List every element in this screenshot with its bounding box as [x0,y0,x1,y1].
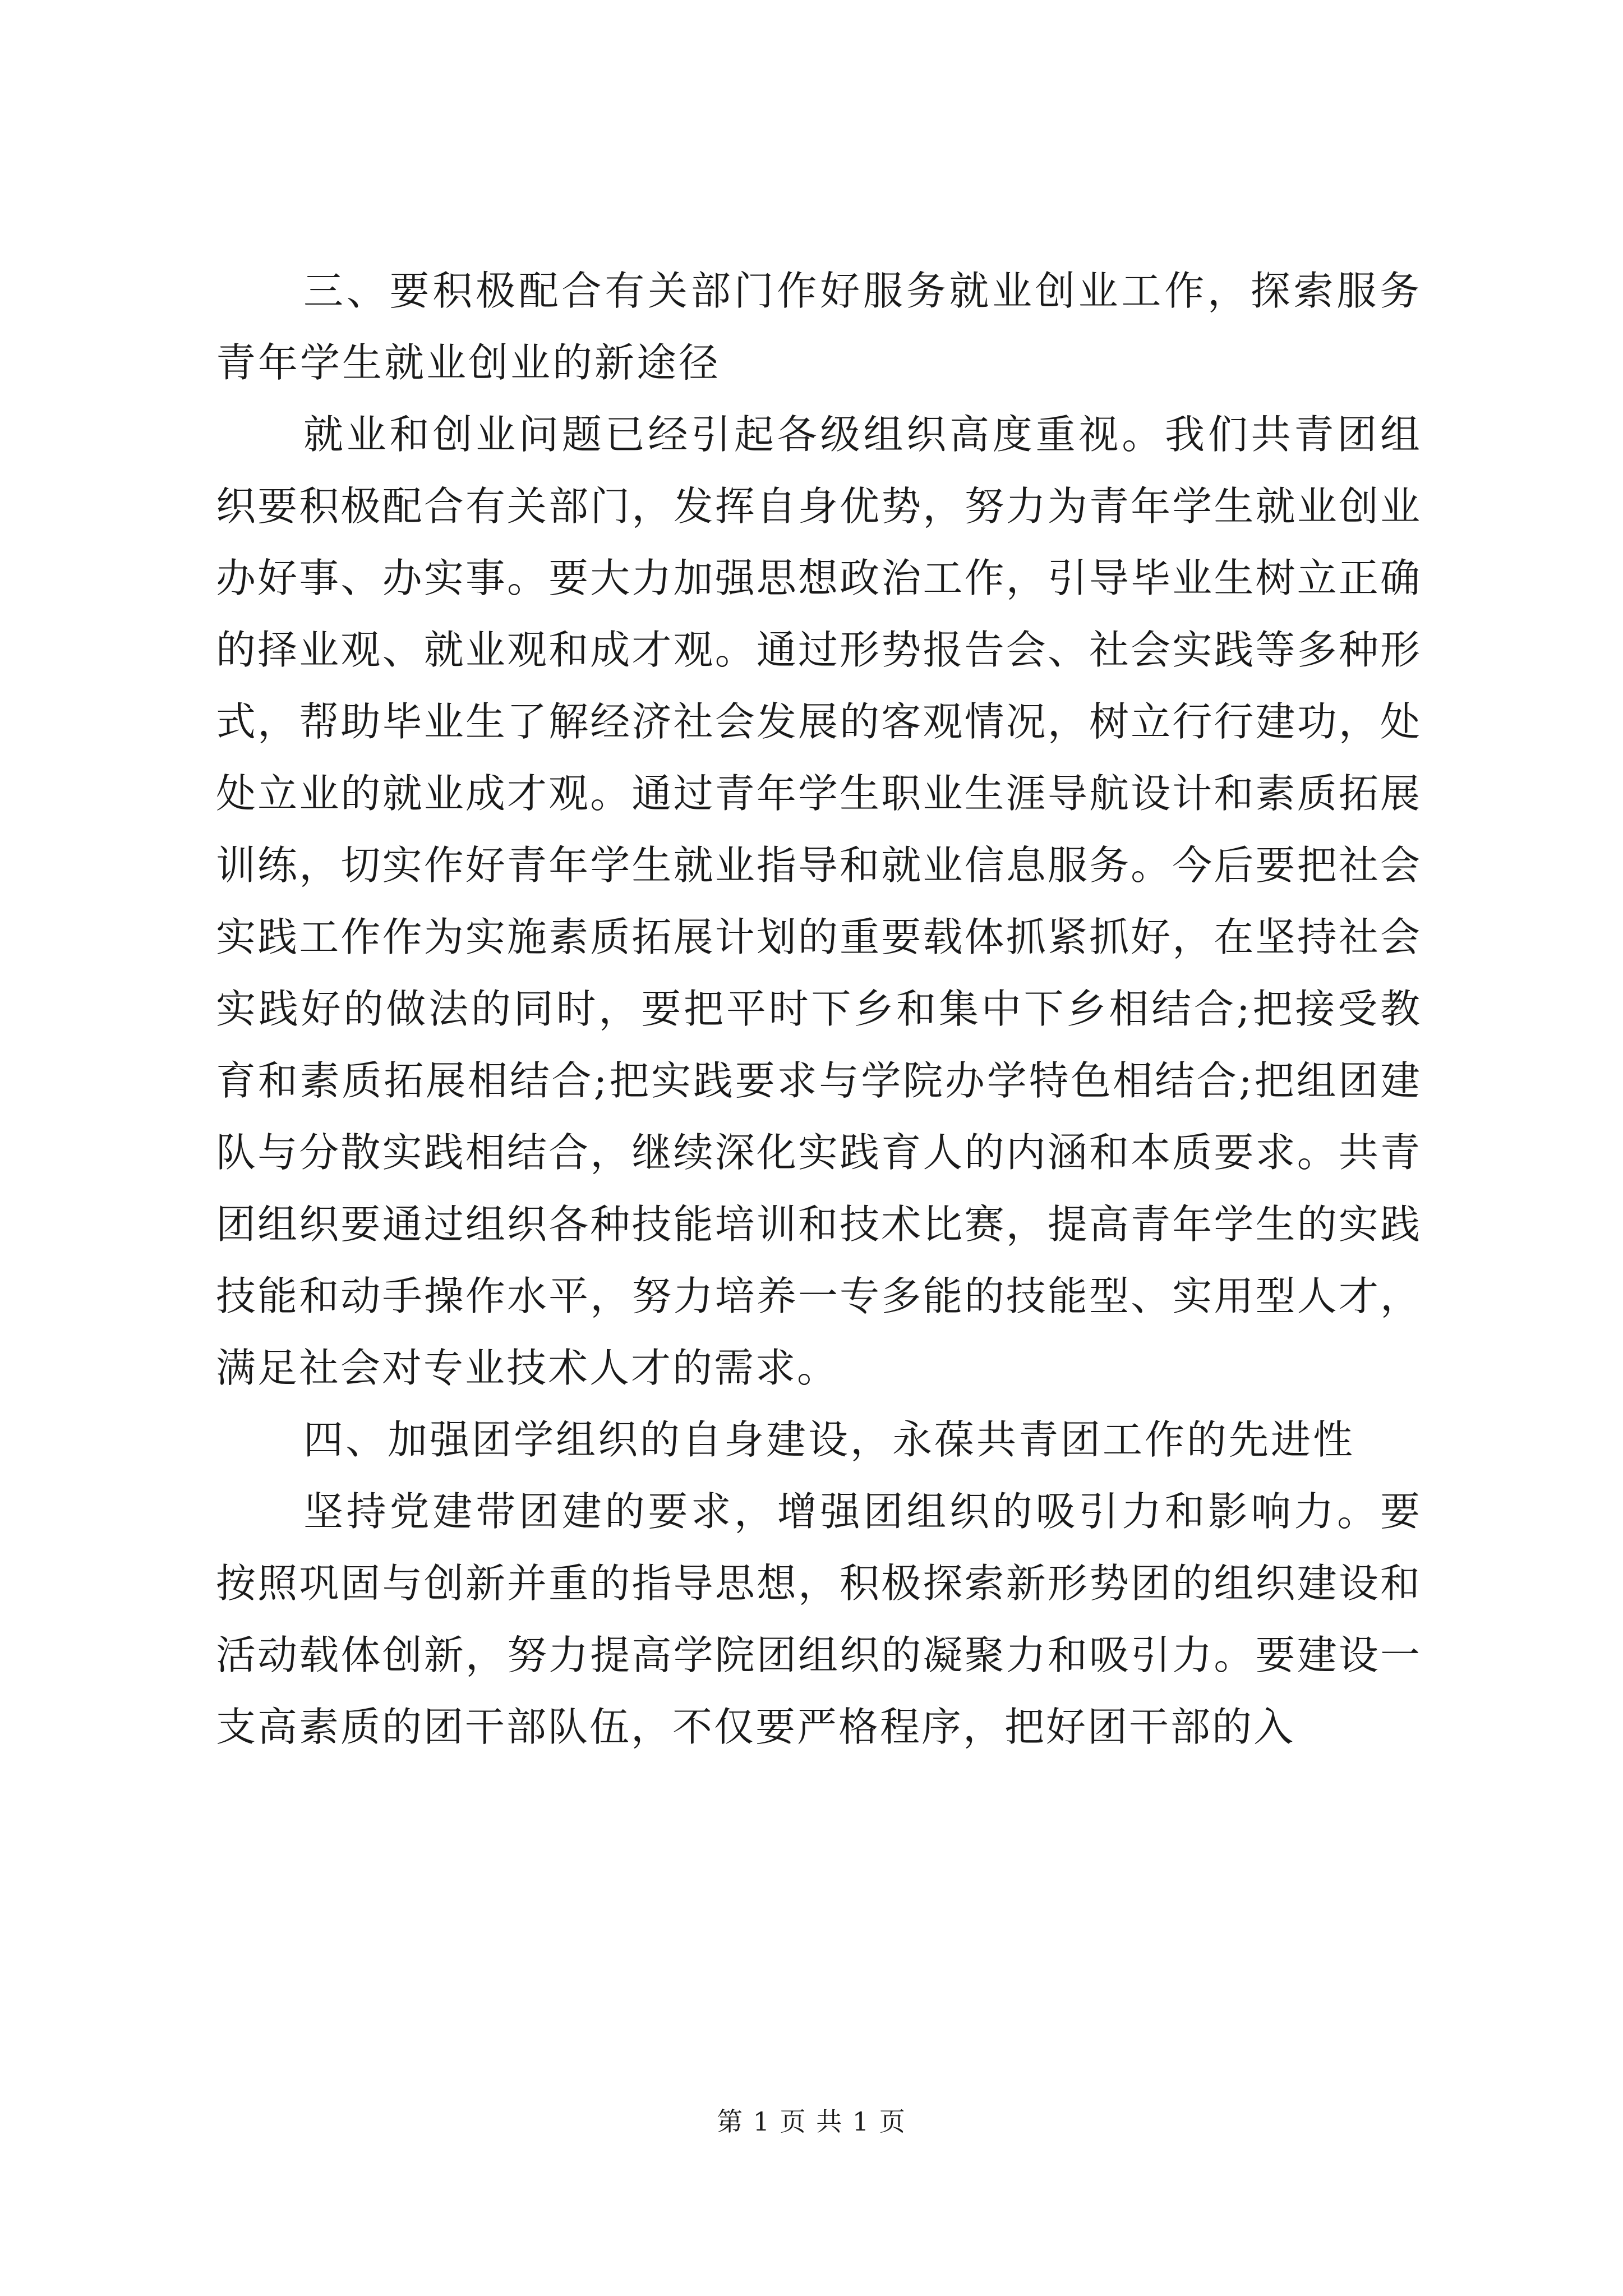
page-footer: 第 1 页 共 1 页 [717,2106,906,2137]
body-paragraph-2: 坚持党建带团建的要求，增强团组织的吸引力和影响力。要按照巩固与创新并重的指导思想，积极探索新形势团的组织建设和活动载体创新，努力提高学院团组织的凝聚力和吸引力。要建设一支高素质的团干部队伍，不仅要严格程序，把好团干部的入 [216,1488,1422,1750]
section-heading-4: 四、加强团学组织的自身建设，永葆共青团工作的先进性 [303,1416,1355,1463]
body-paragraph-1: 就业和创业问题已经引起各级组织高度重视。我们共青团组织要积极配合有关部门，发挥自身优势，努力为青年学生就业创业办好事、办实事。要大力加强思想政治工作，引导毕业生树立正确的择业观、就业观和成才观。通过形势报告会、社会实践等多种形式，帮助毕业生了解经济社会发展的客观情况，树立行行建功，处处立业的就业成才观。通过青年学生职业生涯导航设计和素质拓展训练，切实作好青年学生就业指导和就业信息服务。今后要把社会实践工作作为实施素质拓展计划的重要载体抓紧抓好，在坚持社会实践好的做法的同时，要把平时下乡和集中下乡相结合;把接受教育和素质拓展相结合;把实践要求与学院办学特色相结合;把组团建队与分散实践相结合，继续深化实践育人的内涵和本质要求。共青团组织要通过组织各种技能培训和技术比赛，提高青年学生的实践技能和动手操作水平，努力培养一专多能的技能型、实用型人才，满足社会对专业技术人才的需求。 [216,411,1422,1391]
section-heading-3: 三、要积极配合有关部门作好服务就业创业工作，探索服务青年学生就业创业的新途径 [216,268,1422,386]
document-body [216,255,1422,1763]
